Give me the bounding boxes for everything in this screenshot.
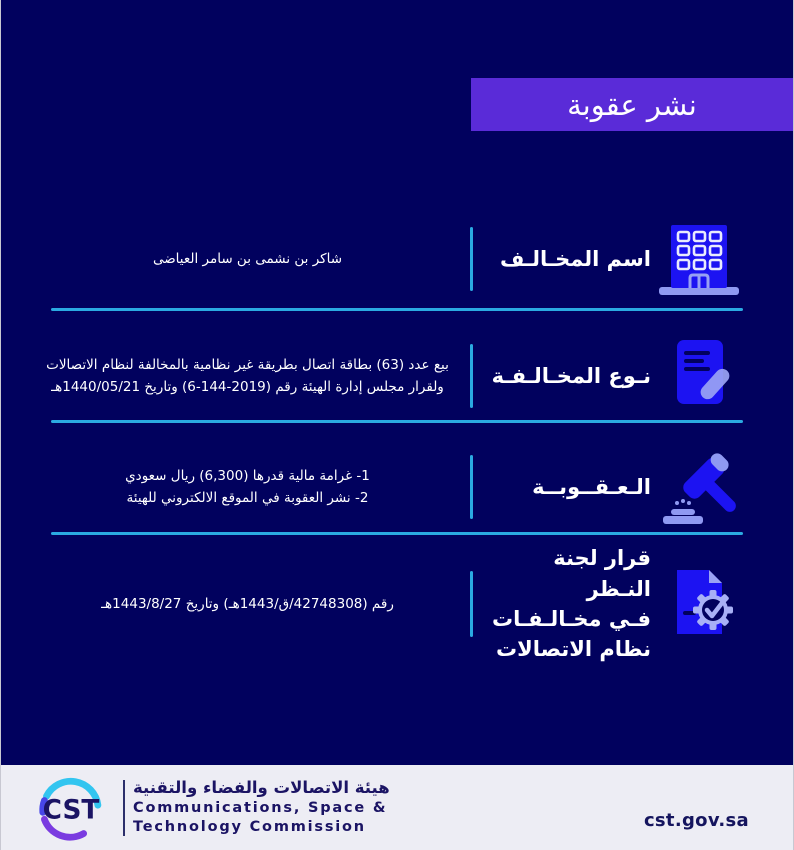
penalty-item-2: 2- نشر العقوبة في الموقع الالكتروني للهيئة bbox=[126, 490, 369, 506]
label-accent-line bbox=[470, 227, 473, 291]
org-name-block bbox=[133, 777, 390, 838]
violation-type-row bbox=[31, 330, 747, 422]
violator-name-label: اسم المخـالـف bbox=[499, 246, 651, 271]
cst-logo-mark bbox=[31, 770, 111, 846]
stamp-check-icon bbox=[651, 562, 747, 646]
violation-type-value: بيع عدد (63) بطاقة اتصال بطريقة غير نظامية بالمخالفة لنظام الاتصالات ولقرار مجلس إدارة الهيئة رقم (2019-144-6) وتاريخ 1440/05/21هـ bbox=[46, 356, 449, 395]
section-divider bbox=[51, 532, 743, 535]
section-divider bbox=[51, 420, 743, 423]
violator-name-value: شاكر بن نشمى بن سامر العياضى bbox=[152, 250, 343, 267]
label-accent-line bbox=[470, 571, 473, 637]
page-title: نشر عقوبة bbox=[567, 87, 697, 122]
gavel-icon bbox=[651, 445, 747, 529]
svg-text:CST: CST bbox=[42, 795, 100, 826]
penalty-label: الـعـقــوبــة bbox=[532, 474, 651, 499]
committee-decision-label: قرار لجنة النـظر فـي مخـالـفـات نظام الاتصالات bbox=[491, 546, 651, 662]
label-accent-line bbox=[470, 455, 473, 519]
penalty-value bbox=[31, 465, 464, 510]
org-name-english-line2: Technology Commission bbox=[133, 819, 366, 836]
org-name-arabic: هيئة الاتصالات والفضاء والتقنية bbox=[133, 778, 390, 798]
cst-logo bbox=[31, 770, 390, 846]
penalty-row bbox=[31, 441, 747, 533]
document-pen-icon bbox=[651, 334, 747, 418]
building-icon bbox=[651, 217, 747, 301]
committee-decision-row bbox=[31, 548, 747, 660]
website-link[interactable]: cst.gov.sa bbox=[643, 810, 749, 831]
penalty-item-1: 1- غرامة مالية قدرها (6,300) ريال سعودي bbox=[125, 467, 370, 484]
label-accent-line bbox=[470, 344, 473, 408]
footer bbox=[1, 765, 793, 850]
page-title-banner bbox=[471, 78, 793, 131]
violator-name-row bbox=[31, 213, 747, 305]
committee-decision-value: رقم (42748308/ق/1443هـ) وتاريخ 1443/8/27هـ bbox=[101, 595, 394, 612]
org-name-english-line1: Communications, Space & bbox=[133, 799, 388, 816]
violation-type-label: نـوع المخـالـفـة bbox=[491, 363, 651, 388]
section-divider bbox=[51, 308, 743, 311]
logo-divider bbox=[123, 780, 125, 836]
